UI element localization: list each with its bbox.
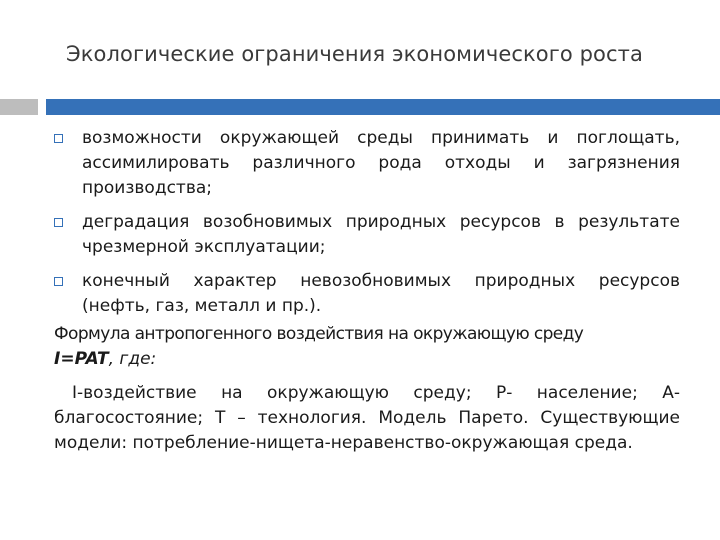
divider-blue-segment (46, 99, 720, 115)
formula-equation-line (54, 349, 156, 369)
formula-suffix: , где: (108, 349, 157, 369)
slide-title: Экологические ограничения экономического роста (66, 42, 643, 66)
divider-gray-segment (0, 99, 38, 115)
list-item (54, 210, 680, 260)
hollow-square-icon (54, 134, 63, 143)
slide-body (54, 126, 680, 456)
hollow-square-icon (54, 218, 63, 227)
list-item (54, 269, 680, 319)
formula-heading (54, 322, 680, 372)
bullet-text: возможности окружающей среды принимать и поглощать, ассимилировать различного рода отходы и загрязнения производства; (82, 128, 680, 198)
bullet-list (54, 126, 680, 319)
bullet-text: конечный характер невозобновимых природных ресурсов (нефть, газ, металл и пр.). (82, 271, 680, 316)
hollow-square-icon (54, 277, 63, 286)
list-item (54, 126, 680, 201)
explanation-paragraph: I-воздействие на окружающую среду; Р- население; А- благосостояние; Т – технология. Модель Парето. Существующие модели: потребление-нищета-неравенство-окружающая среда. (54, 383, 680, 453)
bullet-text: деградация возобновимых природных ресурсов в результате чрезмерной эксплуатации; (82, 212, 680, 257)
formula-title: Формула антропогенного воздействия на окружающую среду (54, 324, 584, 344)
title-divider (0, 99, 720, 115)
formula-equation: I=PAT (54, 349, 109, 369)
